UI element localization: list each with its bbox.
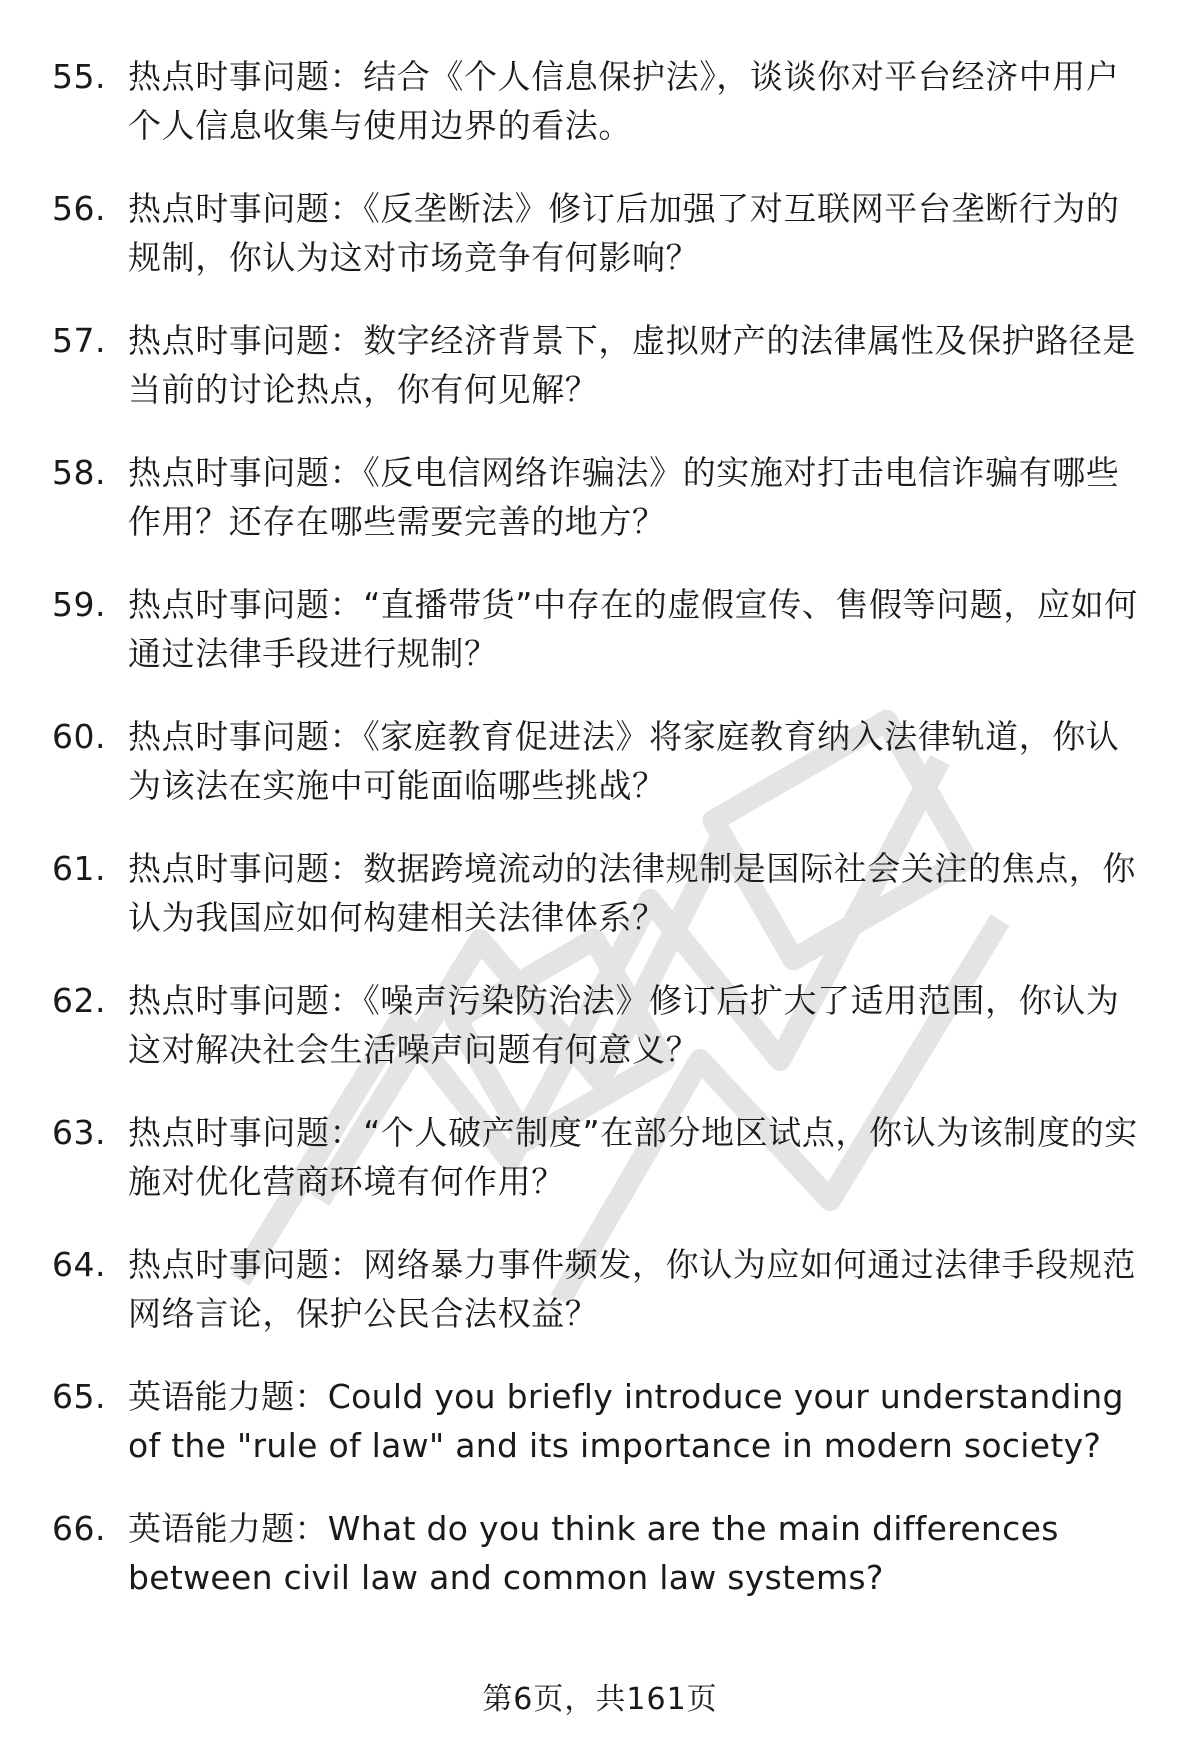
question-text: 热点时事问题：《噪声污染防治法》修订后扩大了适用范围，你认为这对解决社会生活噪声问题有何意义？: [128, 981, 1120, 1069]
question-item: [52, 1504, 1152, 1602]
question-item: [52, 976, 1152, 1074]
question-text: 热点时事问题：数字经济背景下，虚拟财产的法律属性及保护路径是当前的讨论热点，你有何见解？: [128, 321, 1136, 409]
question-text: 热点时事问题：《家庭教育促进法》将家庭教育纳入法律轨道，你认为该法在实施中可能面临哪些挑战？: [128, 717, 1120, 805]
question-item: [52, 580, 1152, 678]
question-item: [52, 1240, 1152, 1338]
question-text: 热点时事问题：“直播带货”中存在的虚假宣传、售假等问题，应如何通过法律手段进行规制？: [128, 585, 1138, 673]
question-number: 65.: [52, 1377, 106, 1416]
question-number: 62.: [52, 981, 106, 1020]
question-item: [52, 1372, 1152, 1470]
question-item: [52, 184, 1152, 282]
question-list: [52, 52, 1152, 1636]
question-item: [52, 316, 1152, 414]
question-text: 热点时事问题：结合《个人信息保护法》，谈谈你对平台经济中用户个人信息收集与使用边界的看法。: [128, 57, 1120, 145]
question-text: 热点时事问题：“个人破产制度”在部分地区试点，你认为该制度的实施对优化营商环境有何作用？: [128, 1113, 1138, 1201]
question-text: 热点时事问题：《反垄断法》修订后加强了对互联网平台垄断行为的规制，你认为这对市场竞争有何影响？: [128, 189, 1120, 277]
question-number: 58.: [52, 453, 106, 492]
question-text: 热点时事问题：数据跨境流动的法律规制是国际社会关注的焦点，你认为我国应如何构建相关法律体系？: [128, 849, 1136, 937]
question-number: 64.: [52, 1245, 106, 1284]
question-item: [52, 1108, 1152, 1206]
question-number: 57.: [52, 321, 106, 360]
question-number: 56.: [52, 189, 106, 228]
question-number: 59.: [52, 585, 106, 624]
question-number: 55.: [52, 57, 106, 96]
question-number: 60.: [52, 717, 106, 756]
page-number-label: 第6页，共161页: [482, 1682, 718, 1717]
page-footer: [0, 1680, 1200, 1720]
question-number: 63.: [52, 1113, 106, 1152]
question-item: [52, 52, 1152, 150]
question-number: 66.: [52, 1509, 106, 1548]
question-number: 61.: [52, 849, 106, 888]
question-text: 热点时事问题：《反电信网络诈骗法》的实施对打击电信诈骗有哪些作用？还存在哪些需要完善的地方？: [128, 453, 1120, 541]
question-item: [52, 448, 1152, 546]
question-text: 英语能力题：What do you think are the main differences between civil law and common law systems?: [128, 1509, 1059, 1597]
question-item: [52, 712, 1152, 810]
question-text: 热点时事问题：网络暴力事件频发，你认为应如何通过法律手段规范网络言论，保护公民合法权益？: [128, 1245, 1136, 1333]
question-text: 英语能力题：Could you briefly introduce your understanding of the "rule of law" and its importance in modern society?: [128, 1377, 1124, 1465]
question-item: [52, 844, 1152, 942]
